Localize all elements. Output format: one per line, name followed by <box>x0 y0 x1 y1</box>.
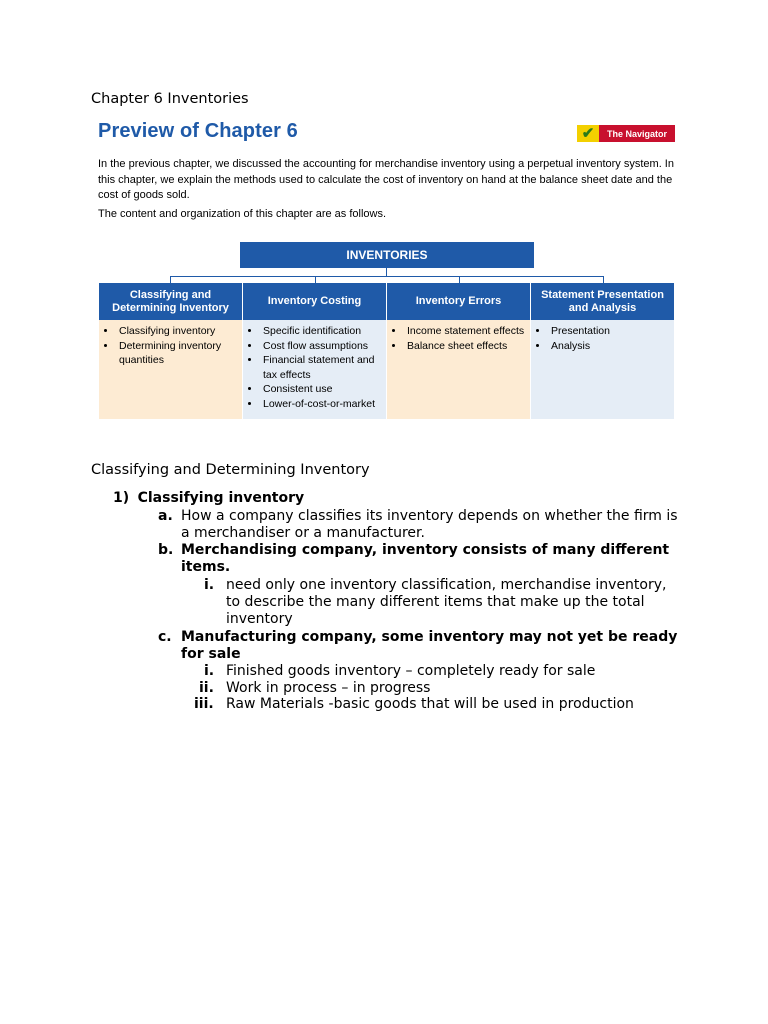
chapter-preview-figure <box>96 118 680 428</box>
topic-bullet: • Determining inventory quantities <box>117 339 238 368</box>
column-heading: Inventory Errors <box>387 283 530 320</box>
outline-marker: i. <box>204 663 215 679</box>
topic-column <box>531 283 674 419</box>
connector-line <box>386 268 387 276</box>
section-title: Classifying and Determining Inventory <box>91 462 370 478</box>
intro-paragraph: In the previous chapter, we discussed the accounting for merchandise inventory using a perpetual inventory system. In this chapter, we explain the methods used to calculate the cost of inventory on hand at the balance sheet date and the cost of goods sold. <box>98 158 674 201</box>
outline-marker: c. <box>158 629 172 645</box>
column-body <box>387 320 530 419</box>
navigator-badge <box>577 125 675 142</box>
outline-marker: iii. <box>194 696 214 712</box>
preview-title: Preview of Chapter 6 <box>98 120 298 142</box>
column-body <box>243 320 386 419</box>
outline-text: need only one inventory classification, merchandise inventory, to describe the many different items that make up the total inventory <box>226 577 667 627</box>
topic-bullet: • Classifying inventory <box>117 324 238 339</box>
checkmark-icon: ✔ <box>577 125 599 142</box>
outline-text: Merchandising company, inventory consists of many different items. <box>181 542 670 575</box>
column-heading: Inventory Costing <box>243 283 386 320</box>
outline-text: Manufacturing company, some inventory may not yet be ready for sale <box>181 629 678 662</box>
chapter-title: Chapter 6 Inventories <box>91 91 249 107</box>
topic-bullet: • Consistent use <box>261 382 382 397</box>
topic-bullet: • Specific identification <box>261 324 382 339</box>
connector-line <box>603 276 604 283</box>
outline-marker: ii. <box>199 680 214 696</box>
column-body <box>531 320 674 419</box>
outline-text: Raw Materials -basic goods that will be used in production <box>226 696 634 712</box>
topic-bullet: • Income statement effects <box>405 324 526 339</box>
outline-marker: i. <box>204 577 215 593</box>
column-body <box>99 320 242 419</box>
outline-text: Finished goods inventory – completely ready for sale <box>226 663 596 679</box>
connector-line <box>170 276 171 283</box>
topic-column <box>99 283 242 419</box>
connector-line <box>170 276 604 277</box>
topic-column <box>387 283 530 419</box>
topic-bullet: • Cost flow assumptions <box>261 339 382 354</box>
outline-text: How a company classifies its inventory depends on whether the firm is a merchandiser or a manufacturer. <box>181 508 678 541</box>
outline-item <box>113 490 304 507</box>
outline-marker: 1) <box>113 490 130 506</box>
outline-text: Work in process – in progress <box>226 680 431 696</box>
topic-bullet: • Presentation <box>549 324 670 339</box>
connector-line <box>315 276 316 283</box>
inventories-root-box: INVENTORIES <box>240 242 534 268</box>
outline-label: Classifying inventory <box>137 490 305 506</box>
topic-bullet: • Financial statement and tax effects <box>261 353 382 382</box>
column-heading: Classifying and Determining Inventory <box>99 283 242 320</box>
connector-line <box>459 276 460 283</box>
navigator-label: The Navigator <box>607 128 668 139</box>
outline-marker: a. <box>158 508 173 524</box>
topic-bullet: • Analysis <box>549 339 670 354</box>
topic-bullet: • Lower-of-cost-or-market <box>261 397 382 412</box>
outline-marker: b. <box>158 542 174 558</box>
intro-line: The content and organization of this chapter are as follows. <box>98 208 387 220</box>
column-heading: Statement Presentation and Analysis <box>531 283 674 320</box>
topic-bullet: • Balance sheet effects <box>405 339 526 354</box>
topic-column <box>243 283 386 419</box>
